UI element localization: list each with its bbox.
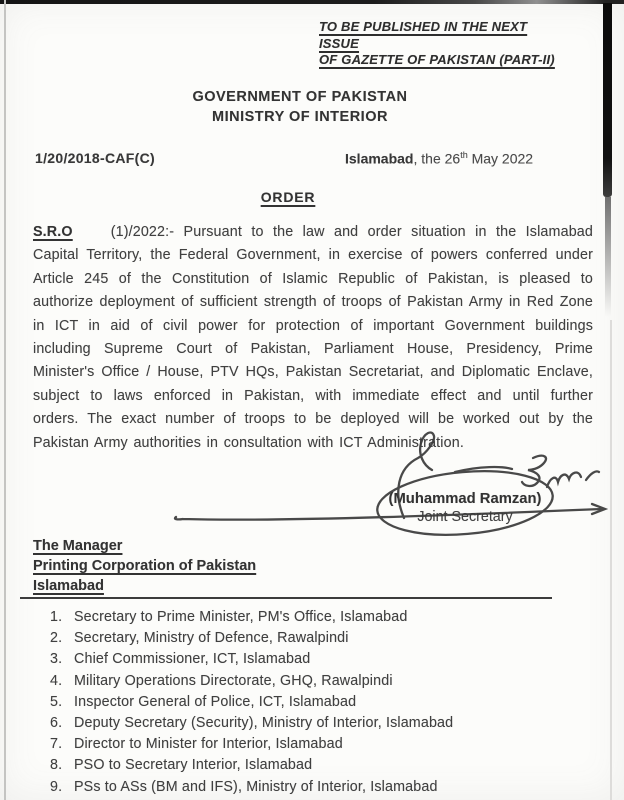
date-place: Islamabad bbox=[345, 150, 414, 167]
body-line: S.R.O (1)/2022:- Pursuant to the law and order situation in the Islamabad bbox=[33, 221, 593, 244]
body-line: orders. The exact number of troops to be deployed will be worked out by the bbox=[33, 411, 593, 428]
date-mid: , the 26 bbox=[413, 150, 461, 167]
order-body bbox=[33, 221, 593, 455]
date-line bbox=[345, 150, 533, 167]
date-rest: May 2022 bbox=[467, 150, 534, 167]
organization-header bbox=[20, 87, 580, 127]
body-line: Article 245 of the Constitution of Islamic Republic of Pakistan, is pleased to bbox=[33, 270, 593, 287]
gazette-publication-note bbox=[319, 19, 559, 69]
distribution-list bbox=[50, 607, 590, 798]
addressee-line1: The Manager bbox=[33, 538, 123, 554]
gazette-note-line2: OF GAZETTE OF PAKISTAN (PART-II) bbox=[319, 52, 555, 67]
list-item: 2. Secretary, Ministry of Defence, Rawalpindi bbox=[50, 630, 349, 647]
gazette-note-line1: TO BE PUBLISHED IN THE NEXT ISSUE bbox=[319, 19, 528, 51]
list-item: 6. Deputy Secretary (Security), Ministry of Interior, Islamabad bbox=[50, 714, 454, 731]
ministry-name: MINISTRY OF INTERIOR bbox=[212, 109, 388, 125]
order-heading: ORDER bbox=[260, 189, 316, 205]
body-line: authorize deployment of sufficient strength of troops of Pakistan Army in Red Zone bbox=[33, 294, 593, 311]
body-line: including Supreme Court of Pakistan, Parliament House, Presidency, Prime bbox=[33, 340, 593, 357]
addressee-line2: Printing Corporation of Pakistan bbox=[33, 558, 257, 574]
sro-label: S.R.O bbox=[33, 224, 73, 240]
separator-rule bbox=[20, 597, 552, 599]
scan-edge-left bbox=[4, 0, 6, 800]
scan-edge-right-fade bbox=[605, 197, 611, 317]
scan-edge-right-faint bbox=[610, 320, 612, 800]
date-ordinal: th bbox=[460, 150, 468, 160]
list-item: 5. Inspector General of Police, ICT, Islamabad bbox=[50, 693, 357, 710]
list-item: 9. PSs to ASs (BM and IFS), Ministry of Interior, Islamabad bbox=[50, 778, 438, 795]
addressee-line3: Islamabad bbox=[33, 578, 104, 594]
signatory-name: (Muhammad Ramzan) bbox=[388, 491, 542, 507]
body-line: Minister's Office / House, PTV HQs, Pakistan Secretariat, and Diplomatic Enclave, bbox=[33, 364, 593, 381]
signature-block bbox=[340, 490, 590, 526]
list-item: 1. Secretary to Prime Minister, PM's Office, Islamabad bbox=[50, 609, 408, 625]
org-name: GOVERNMENT OF PAKISTAN bbox=[192, 89, 408, 105]
list-item: 4. Military Operations Directorate, GHQ, Rawalpindi bbox=[50, 672, 393, 689]
body-line: Pakistan Army authorities in consultation with ICT Administration. bbox=[33, 434, 464, 451]
signatory-title: Joint Secretary bbox=[417, 509, 513, 525]
list-item: 3. Chief Commissioner, ICT, Islamabad bbox=[50, 651, 311, 668]
list-item: 8. PSO to Secretary Interior, Islamabad bbox=[50, 757, 313, 774]
reference-number: 1/20/2018-CAF(C) bbox=[35, 150, 155, 166]
scan-edge-top bbox=[0, 0, 624, 4]
list-item: 7. Director to Minister for Interior, Islamabad bbox=[50, 736, 343, 753]
scan-edge-right-bar bbox=[603, 3, 612, 197]
body-line: subject to laws enforced in Pakistan, with immediate effect and until further bbox=[33, 387, 593, 404]
addressee-block bbox=[33, 536, 256, 596]
body-line: Capital Territory, the Federal Government, in exercise of powers conferred under bbox=[33, 247, 593, 264]
body-line: in ICT in aid of civil power for protection of important Government buildings bbox=[33, 317, 593, 334]
